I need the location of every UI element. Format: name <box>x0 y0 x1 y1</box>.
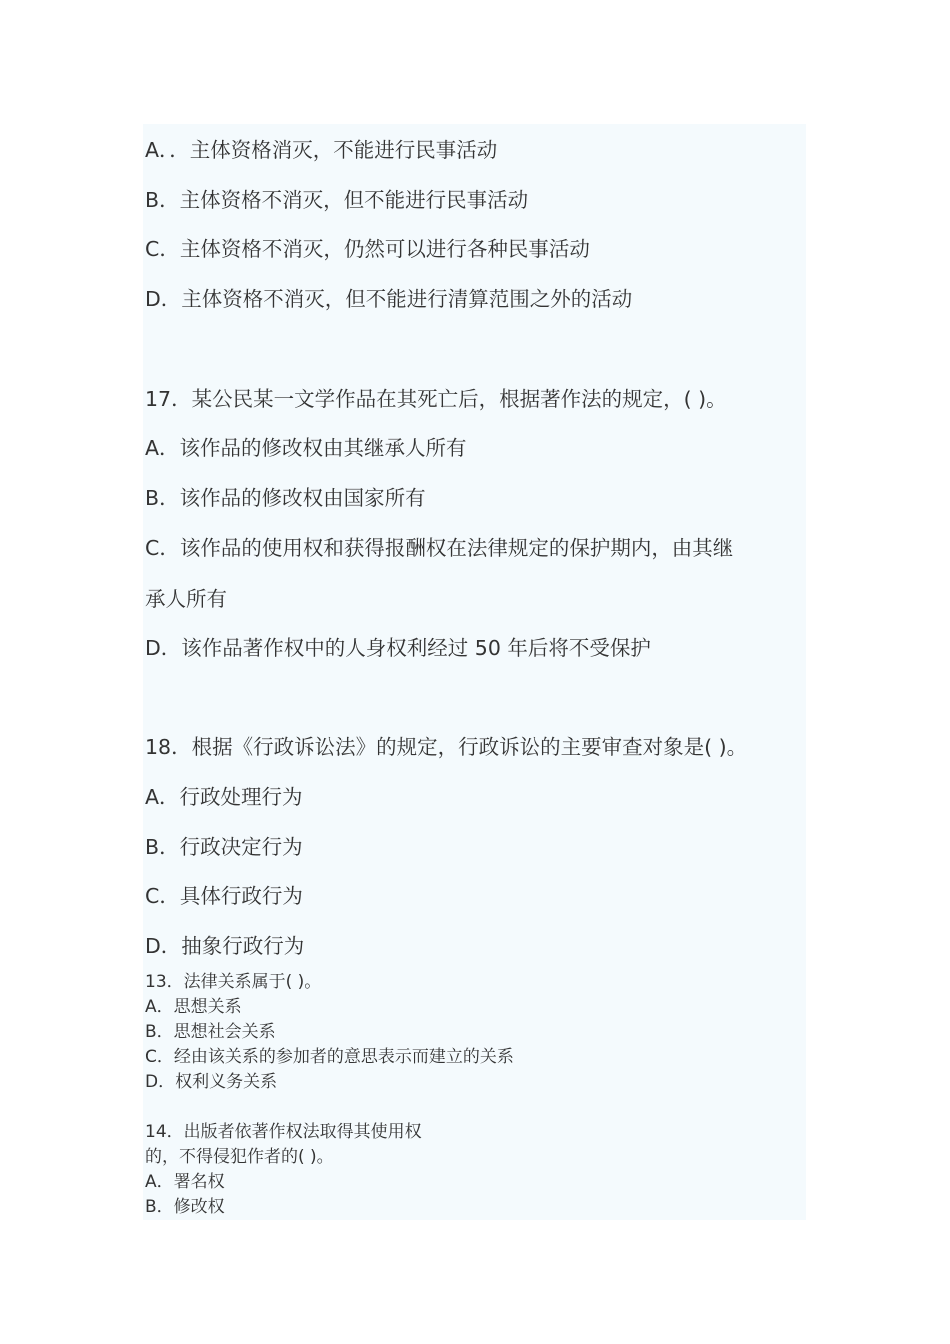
option-a: A．．主体资格消灭，不能进行民事活动 <box>145 138 498 162</box>
q18-option-a: A．行政处理行为 <box>145 785 303 809</box>
q13-option-b: B．思想社会关系 <box>145 1022 276 1042</box>
q17-option-a: A．该作品的修改权由其继承人所有 <box>145 436 467 460</box>
q13-option-d: D．权利义务关系 <box>145 1072 278 1092</box>
q17-option-d: D．该作品著作权中的人身权利经过 50 年后将不受保护 <box>145 636 651 660</box>
question-17: 17．某公民某一文学作品在其死亡后，根据著作法的规定，( )。 <box>145 387 727 411</box>
q17-option-c-cont: 承人所有 <box>145 587 227 611</box>
question-13: 13．法律关系属于( )。 <box>145 972 322 992</box>
q14-option-a: A．署名权 <box>145 1172 225 1192</box>
q13-option-a: A．思想关系 <box>145 997 242 1017</box>
question-18: 18．根据《行政诉讼法》的规定，行政诉讼的主要审查对象是( )。 <box>145 735 748 759</box>
q14-option-b: B．修改权 <box>145 1197 225 1217</box>
q13-option-c: C．经由该关系的参加者的意思表示而建立的关系 <box>145 1047 514 1067</box>
question-14: 14．出版者依著作权法取得其使用权 <box>145 1122 422 1142</box>
q17-option-b: B．该作品的修改权由国家所有 <box>145 486 426 510</box>
q18-option-b: B．行政决定行为 <box>145 835 303 859</box>
q18-option-c: C．具体行政行为 <box>145 884 303 908</box>
question-14-cont: 的，不得侵犯作者的( )。 <box>145 1147 334 1167</box>
option-b: B．主体资格不消灭，但不能进行民事活动 <box>145 188 529 212</box>
option-c: C．主体资格不消灭，仍然可以进行各种民事活动 <box>145 237 590 261</box>
q18-option-d: D．抽象行政行为 <box>145 934 305 958</box>
q17-option-c: C．该作品的使用权和获得报酬权在法律规定的保护期内，由其继 <box>145 536 734 560</box>
option-d: D．主体资格不消灭，但不能进行清算范围之外的活动 <box>145 287 633 311</box>
